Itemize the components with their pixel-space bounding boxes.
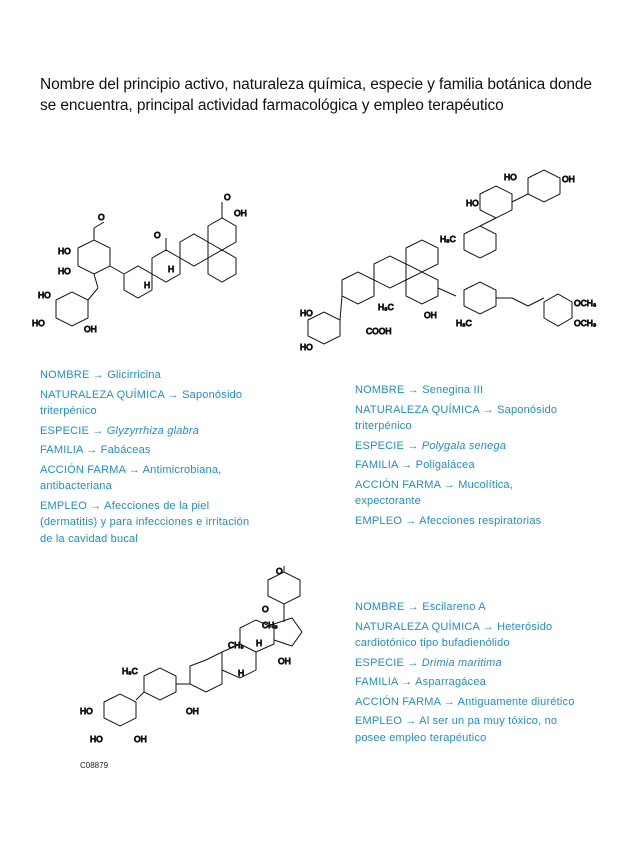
compound-info-glicirricina (40, 367, 265, 550)
structure-label: HO (38, 290, 51, 300)
glycyrrhizin-structure (28, 188, 258, 338)
structure-label: H₃C (122, 666, 138, 676)
compound-action: ACCIÓN FARMA → Antiguamente diurético (355, 695, 575, 708)
structure-label: HO (466, 198, 479, 208)
structure-label: OH (84, 324, 97, 334)
structure-label: HO (504, 172, 517, 182)
structure-label: H (168, 264, 175, 274)
compound-family: FAMILIA → Poligalácea (355, 459, 475, 471)
structure-label: CH₃ (262, 620, 278, 630)
structure-label: O (276, 566, 283, 576)
scillaren-structure (78, 566, 318, 746)
structure-label: OH (234, 208, 247, 218)
structure-label: H₃C (456, 318, 472, 328)
structure-label: HO (300, 342, 313, 352)
compound-nature: NATURALEZA QUÍMICA → Saponósido triterpénico (40, 388, 243, 417)
structure-label: H (256, 638, 263, 648)
structure-label: HO (32, 318, 45, 328)
compound-nature: NATURALEZA QUÍMICA → Heterósido cardiotónico tipo bufadienólido (355, 620, 553, 649)
compound-name: NOMBRE → Escilareno A (355, 601, 486, 613)
compound-family: FAMILIA → Fabáceas (40, 444, 151, 456)
compound-species: ESPECIE → Drimia maritima (355, 656, 502, 669)
compound-species: ESPECIE → Glyzyrrhiza glabra (40, 424, 200, 437)
compound-action: ACCIÓN FARMA → Antimicrobiana, antibacteriana (40, 463, 222, 492)
structure-label: H (144, 280, 151, 290)
compound-species: ESPECIE → Polygala senega (355, 439, 507, 452)
structure-label: OCH₃ (574, 298, 597, 308)
compound-info-escilareno (355, 599, 585, 749)
structure-label: HO (90, 734, 103, 744)
compound-name: NOMBRE → Glicirricina (40, 369, 161, 381)
compound-info-senegina (355, 382, 575, 532)
structure-label: HO (300, 308, 313, 318)
compound-family: FAMILIA → Asparragácea (355, 676, 486, 688)
compound-nature: NATURALEZA QUÍMICA → Saponósido triterpénico (355, 403, 558, 432)
structure-label: H (238, 668, 245, 678)
structure-label: O (98, 212, 105, 222)
structure-label: CH₃ (228, 640, 244, 650)
structure-label: OH (424, 310, 437, 320)
structure-label: OH (278, 656, 291, 666)
structure-label: COOH (366, 326, 392, 336)
structure-label: O (224, 192, 231, 202)
structure-label: O (154, 230, 161, 240)
figure-code: C08879 (80, 761, 109, 770)
structure-label: O (262, 604, 269, 614)
compound-name: NOMBRE → Senegina III (355, 384, 484, 396)
structure-label: OH (134, 734, 147, 744)
compound-use: EMPLEO → Al ser un pa muy tóxico, no posee empleo terapéutico (355, 715, 558, 744)
compound-use: EMPLEO → Afecciones de la piel (dermatitis) y para infecciones e irritación de la cavidad bucal (40, 499, 250, 545)
structure-label: HO (80, 706, 93, 716)
page-title: Nombre del principio activo, naturaleza química, especie y familia botánica donde se encuentra, principal actividad farmacológica y empleo terapéutico (40, 76, 592, 114)
structure-label: HO (58, 246, 71, 256)
structure-label: OH (186, 706, 199, 716)
structure-label: OH (562, 174, 575, 184)
structure-label: H₃C (440, 234, 456, 244)
structure-label: H₃C (378, 302, 394, 312)
senegin-structure (296, 158, 616, 358)
compound-use: EMPLEO → Afecciones respiratorias (355, 514, 542, 527)
compound-action: ACCIÓN FARMA → Mucolítica, expectorante (355, 478, 514, 507)
structure-label: OCH₃ (574, 318, 597, 328)
structure-label: HO (58, 266, 71, 276)
